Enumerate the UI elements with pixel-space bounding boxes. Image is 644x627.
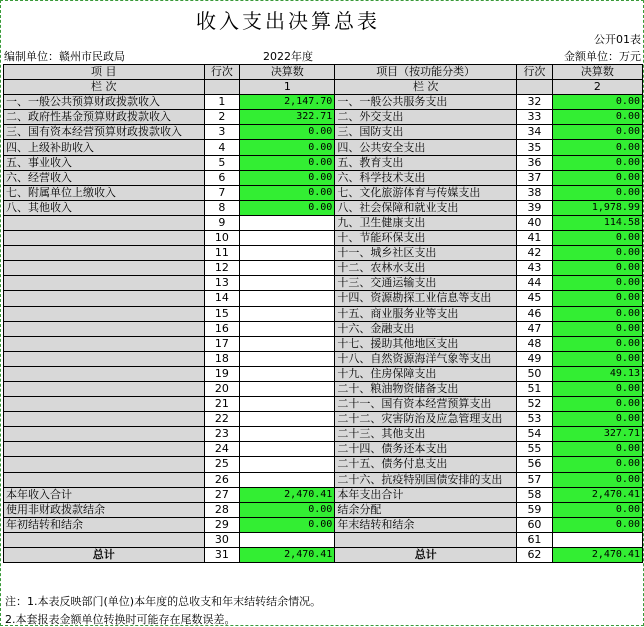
left-item-label [4,215,205,230]
left-row-number: 19 [204,366,240,381]
right-amount-cell: 1,978.99 [552,200,642,215]
right-item-label: 四、公共安全支出 [335,140,517,155]
header-amount-right: 决算数 [552,65,642,80]
left-item-label: 六、经营收入 [4,170,205,185]
note-1: 注：1.本表反映部门(单位)本年度的总收支和年末结转结余情况。 [5,595,322,608]
left-item-label [4,366,205,381]
left-item-label [4,306,205,321]
left-item-label: 二、政府性基金预算财政拨款收入 [4,110,205,125]
right-item-label: 年末结转和结余 [335,517,517,532]
right-row-number: 34 [517,125,553,140]
left-row-number: 6 [204,170,240,185]
left-row-number: 30 [204,532,240,547]
right-item-label: 十九、住房保障支出 [335,366,517,381]
right-amount-cell: 0.00 [552,185,642,200]
left-item-label [4,472,205,487]
left-amount-cell: 2,470.41 [240,548,335,563]
left-item-label: 年初结转和结余 [4,517,205,532]
right-item-label: 二、外交支出 [335,110,517,125]
left-amount-cell: 2,470.41 [240,487,335,502]
left-row-number: 18 [204,351,240,366]
table-row [4,457,643,472]
table-code: 公开01表 [594,33,641,46]
left-row-number: 27 [204,487,240,502]
left-amount-cell: 0.00 [240,140,335,155]
left-item-label: 本年收入合计 [4,487,205,502]
column-index-row [4,80,643,95]
left-amount-cell [240,381,335,396]
left-item-label [4,321,205,336]
left-row-number: 23 [204,427,240,442]
right-row-number: 36 [517,155,553,170]
left-row-number: 5 [204,155,240,170]
left-amount-cell [240,215,335,230]
left-item-label [4,442,205,457]
left-amount-cell: 322.71 [240,110,335,125]
header-seq: 行次 [204,65,240,80]
right-item-label: 十八、自然资源海洋气象等支出 [335,351,517,366]
column-label-right: 栏 次 [335,80,517,95]
right-amount-cell: 0.00 [552,306,642,321]
table-row [4,185,643,200]
table-row [4,95,643,110]
left-amount-cell [240,336,335,351]
header-seq-right: 行次 [517,65,553,80]
left-row-number: 28 [204,502,240,517]
table-row [4,397,643,412]
left-item-label [4,231,205,246]
right-amount-cell: 0.00 [552,261,642,276]
left-amount-cell [240,472,335,487]
left-item-label: 总计 [4,548,205,563]
table-row [4,231,643,246]
left-row-number: 9 [204,215,240,230]
right-item-label: 二十二、灾害防治及应急管理支出 [335,412,517,427]
left-item-label [4,261,205,276]
right-amount-cell: 0.00 [552,336,642,351]
right-amount-cell: 0.00 [552,457,642,472]
table-row [4,110,643,125]
right-item-label: 六、科学技术支出 [335,170,517,185]
right-row-number: 45 [517,291,553,306]
right-item-label: 十三、交通运输支出 [335,276,517,291]
left-row-number: 26 [204,472,240,487]
left-row-number: 29 [204,517,240,532]
left-row-number: 15 [204,306,240,321]
right-row-number: 41 [517,231,553,246]
left-row-number: 11 [204,246,240,261]
left-amount-cell [240,261,335,276]
table-row [4,442,643,457]
right-item-label: 十、节能环保支出 [335,231,517,246]
left-amount-cell: 0.00 [240,155,335,170]
right-amount-cell: 49.13 [552,366,642,381]
header-amount: 决算数 [240,65,335,80]
left-row-number: 25 [204,457,240,472]
right-amount-cell [552,532,642,547]
left-amount-cell [240,427,335,442]
right-amount-cell: 0.00 [552,397,642,412]
header-row [4,65,643,80]
table-row [4,427,643,442]
right-amount-cell: 0.00 [552,321,642,336]
right-amount-cell: 0.00 [552,381,642,396]
left-row-number: 12 [204,261,240,276]
left-item-label [4,336,205,351]
left-item-label [4,427,205,442]
right-item-label: 九、卫生健康支出 [335,215,517,230]
table-row [4,336,643,351]
right-item-label: 二十五、债务付息支出 [335,457,517,472]
left-amount-cell: 0.00 [240,185,335,200]
table-row [4,412,643,427]
summary-table [3,64,643,563]
table-row [4,366,643,381]
table-row [4,246,643,261]
right-amount-cell: 0.00 [552,231,642,246]
right-amount-cell: 0.00 [552,95,642,110]
right-row-number: 58 [517,487,553,502]
left-item-label [4,532,205,547]
right-row-number: 43 [517,261,553,276]
right-amount-cell: 2,470.41 [552,548,642,563]
right-row-number: 62 [517,548,553,563]
left-item-label [4,457,205,472]
left-row-number: 16 [204,321,240,336]
table-row [4,517,643,532]
right-row-number: 50 [517,366,553,381]
right-amount-cell: 0.00 [552,155,642,170]
left-amount-cell [240,291,335,306]
right-row-number: 53 [517,412,553,427]
right-item-label: 五、教育支出 [335,155,517,170]
right-item-label: 一、一般公共服务支出 [335,95,517,110]
report-title: 收入支出决算总表 [196,9,380,33]
right-row-number: 55 [517,442,553,457]
left-row-number: 17 [204,336,240,351]
right-amount-cell: 0.00 [552,412,642,427]
right-item-label: 八、社会保障和就业支出 [335,200,517,215]
column-label: 栏 次 [4,80,205,95]
right-row-number: 60 [517,517,553,532]
left-amount-cell [240,231,335,246]
right-amount-cell: 0.00 [552,170,642,185]
left-row-number: 7 [204,185,240,200]
left-item-label [4,381,205,396]
year-label: 2022年度 [263,50,313,63]
column-index-1: 1 [240,80,335,95]
left-item-label: 五、事业收入 [4,155,205,170]
table-row [4,140,643,155]
left-item-label [4,412,205,427]
right-row-number: 38 [517,185,553,200]
right-item-label: 总计 [335,548,517,563]
right-row-number: 56 [517,457,553,472]
left-amount-cell [240,442,335,457]
left-row-number: 24 [204,442,240,457]
table-row [4,532,643,547]
table-row [4,125,643,140]
left-amount-cell: 2,147.70 [240,95,335,110]
left-amount-cell [240,351,335,366]
left-item-label: 八、其他收入 [4,200,205,215]
right-amount-cell: 0.00 [552,125,642,140]
left-item-label [4,397,205,412]
left-row-number: 1 [204,95,240,110]
right-item-label: 十四、资源勘探工业信息等支出 [335,291,517,306]
left-amount-cell: 0.00 [240,125,335,140]
right-row-number: 46 [517,306,553,321]
column-label-seq-right [517,80,553,95]
right-row-number: 37 [517,170,553,185]
left-row-number: 22 [204,412,240,427]
right-item-label: 三、国防支出 [335,125,517,140]
right-row-number: 47 [517,321,553,336]
left-item-label: 一、一般公共预算财政拨款收入 [4,95,205,110]
right-item-label: 十二、农林水支出 [335,261,517,276]
left-row-number: 14 [204,291,240,306]
left-amount-cell [240,306,335,321]
right-row-number: 54 [517,427,553,442]
right-amount-cell: 0.00 [552,276,642,291]
table-row [4,487,643,502]
left-row-number: 31 [204,548,240,563]
table-row [4,215,643,230]
right-item-label: 本年支出合计 [335,487,517,502]
left-item-label: 三、国有资本经营预算财政拨款收入 [4,125,205,140]
right-row-number: 57 [517,472,553,487]
right-amount-cell: 0.00 [552,442,642,457]
table-row [4,276,643,291]
left-amount-cell [240,457,335,472]
left-row-number: 3 [204,125,240,140]
left-amount-cell: 0.00 [240,502,335,517]
left-item-label: 使用非财政拨款结余 [4,502,205,517]
right-row-number: 49 [517,351,553,366]
right-row-number: 52 [517,397,553,412]
note-2: 2.本套报表金额单位转换时可能存在尾数误差。 [5,613,236,626]
left-row-number: 4 [204,140,240,155]
right-amount-cell: 114.58 [552,215,642,230]
right-row-number: 42 [517,246,553,261]
header-item-right: 项目（按功能分类） [335,65,517,80]
right-item-label: 二十四、债务还本支出 [335,442,517,457]
right-row-number: 33 [517,110,553,125]
right-item-label: 十七、援助其他地区支出 [335,336,517,351]
table-row [4,548,643,563]
left-item-label: 四、上级补助收入 [4,140,205,155]
left-amount-cell [240,412,335,427]
right-item-label: 结余分配 [335,502,517,517]
unit-label: 金额单位：万元 [564,50,641,63]
right-amount-cell: 2,470.41 [552,487,642,502]
right-item-label: 十一、城乡社区支出 [335,246,517,261]
right-amount-cell: 0.00 [552,291,642,306]
right-item-label: 十六、金融支出 [335,321,517,336]
left-amount-cell: 0.00 [240,200,335,215]
left-amount-cell [240,532,335,547]
table-row [4,472,643,487]
left-item-label: 七、附属单位上缴收入 [4,185,205,200]
left-item-label [4,246,205,261]
right-item-label [335,532,517,547]
right-row-number: 35 [517,140,553,155]
right-amount-cell: 0.00 [552,246,642,261]
table-row [4,321,643,336]
column-index-2: 2 [552,80,642,95]
right-amount-cell: 0.00 [552,502,642,517]
left-amount-cell: 0.00 [240,170,335,185]
table-row [4,155,643,170]
right-row-number: 39 [517,200,553,215]
right-item-label: 二十六、抗疫特别国债安排的支出 [335,472,517,487]
left-row-number: 13 [204,276,240,291]
right-amount-cell: 0.00 [552,140,642,155]
right-amount-cell: 0.00 [552,517,642,532]
right-item-label: 七、文化旅游体育与传媒支出 [335,185,517,200]
left-row-number: 10 [204,231,240,246]
table-row [4,170,643,185]
left-amount-cell: 0.00 [240,517,335,532]
right-row-number: 51 [517,381,553,396]
left-item-label [4,276,205,291]
right-amount-cell: 0.00 [552,110,642,125]
right-row-number: 59 [517,502,553,517]
right-item-label: 二十三、其他支出 [335,427,517,442]
table-row [4,261,643,276]
right-item-label: 十五、商业服务业等支出 [335,306,517,321]
left-amount-cell [240,276,335,291]
right-row-number: 32 [517,95,553,110]
header-item: 项 目 [4,65,205,80]
right-row-number: 48 [517,336,553,351]
table-row [4,291,643,306]
left-item-label [4,291,205,306]
left-item-label [4,351,205,366]
left-row-number: 20 [204,381,240,396]
left-amount-cell [240,321,335,336]
right-item-label: 二十一、国有资本经营预算支出 [335,397,517,412]
left-row-number: 21 [204,397,240,412]
right-row-number: 40 [517,215,553,230]
left-amount-cell [240,397,335,412]
left-amount-cell [240,366,335,381]
right-amount-cell: 327.71 [552,427,642,442]
left-amount-cell [240,246,335,261]
right-amount-cell: 0.00 [552,351,642,366]
left-row-number: 8 [204,200,240,215]
org-label: 编制单位：赣州市民政局 [4,50,125,63]
right-row-number: 61 [517,532,553,547]
table-row [4,502,643,517]
left-row-number: 2 [204,110,240,125]
right-row-number: 44 [517,276,553,291]
table-row [4,351,643,366]
table-row [4,381,643,396]
table-row [4,200,643,215]
right-amount-cell: 0.00 [552,472,642,487]
table-row [4,306,643,321]
column-label-seq [204,80,240,95]
right-item-label: 二十、粮油物资储备支出 [335,381,517,396]
